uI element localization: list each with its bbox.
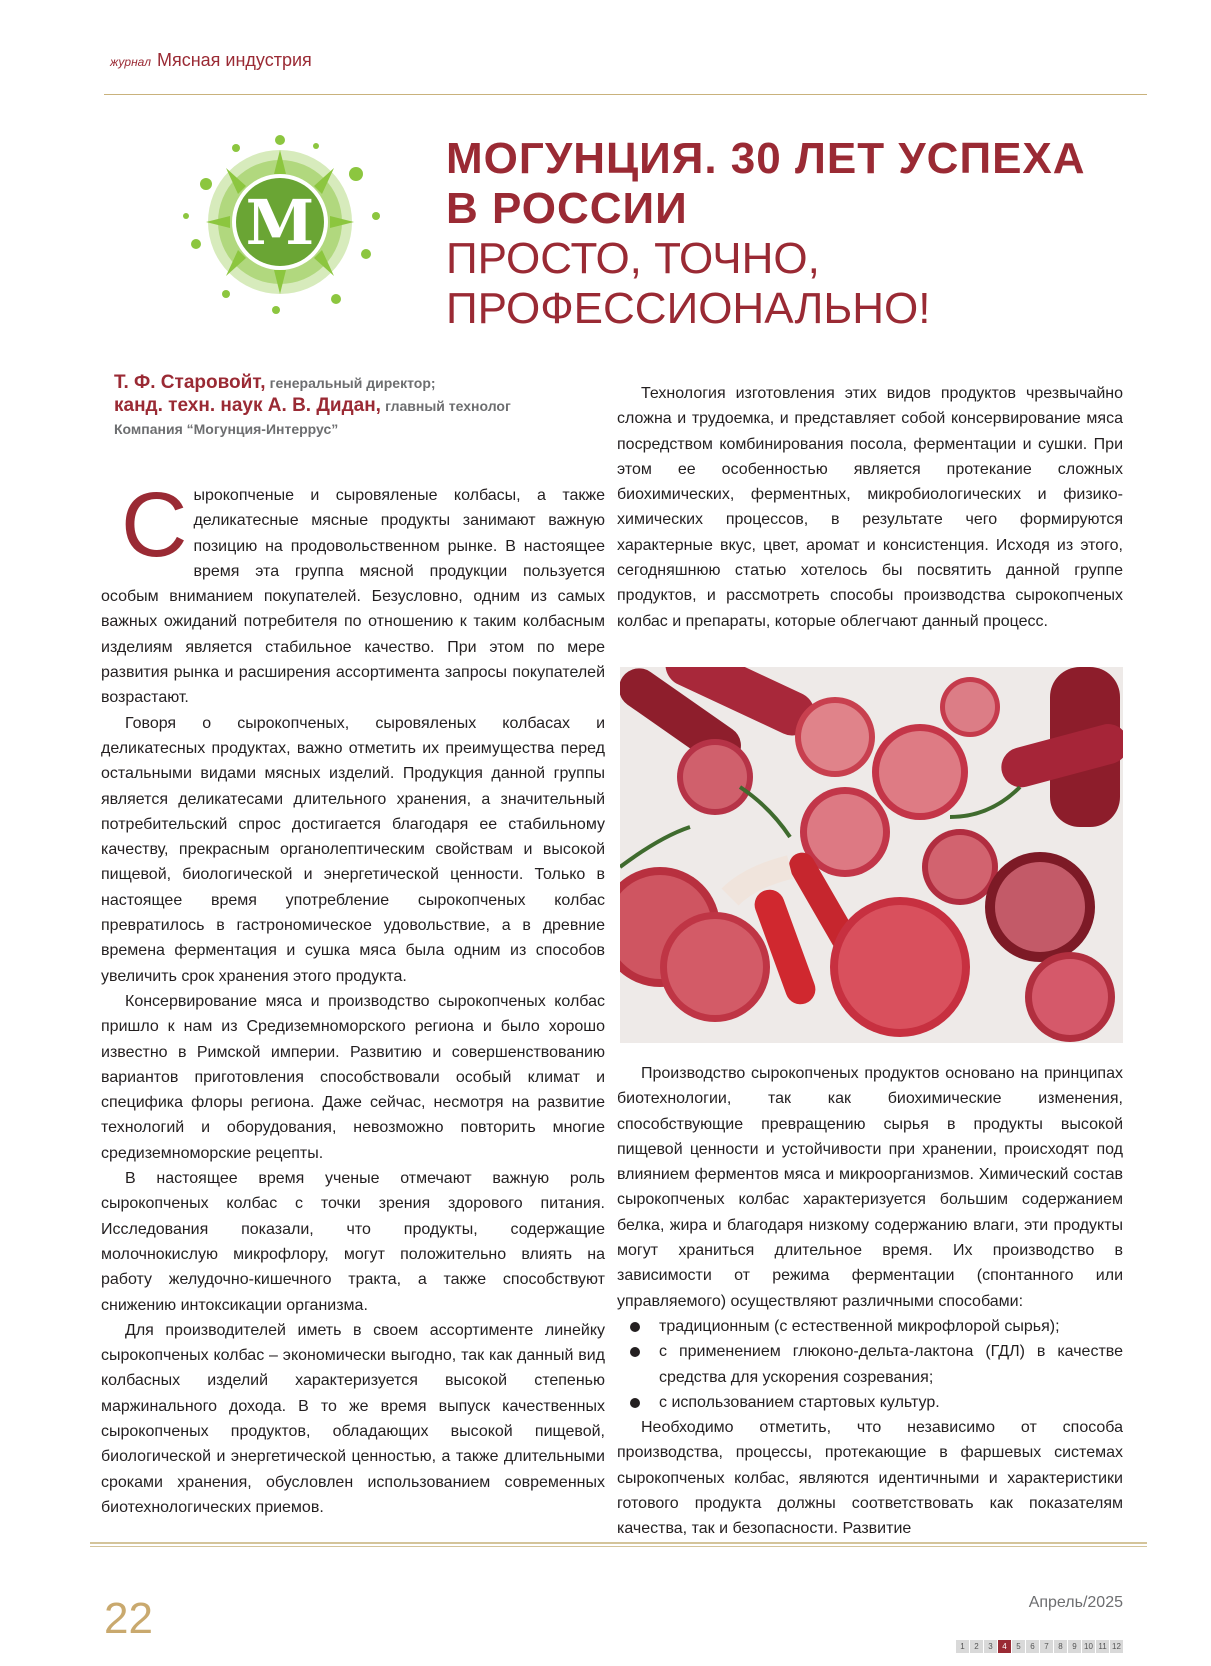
- salami-image-icon: [620, 667, 1123, 1043]
- journal-header: [110, 50, 312, 71]
- month-index: [956, 1640, 1123, 1653]
- header-divider: [104, 94, 1147, 95]
- author-2-role: главный технолог: [385, 398, 511, 414]
- green-splash-logo-icon: [166, 124, 394, 320]
- month-box: 10: [1082, 1640, 1095, 1653]
- month-box: 5: [1012, 1640, 1025, 1653]
- journal-prefix: журнал: [110, 55, 151, 69]
- month-box: 11: [1096, 1640, 1109, 1653]
- article-title: [446, 134, 1166, 334]
- paragraph-text: ырокопченые и сыровяленые колбасы, а также деликатесные мясные продукты занимают важную позицию на продовольственном рынке. В настоящее время эта группа мясной продукции пользуется особым вниманием покупателей. Безусловно, одним из самых важных ожиданий потребителя по отношению к таким колбасным изделиям является стабильное качество. При этом по мере развития рынка и расширения ассортимента запросы покупателей возрастают.: [101, 487, 605, 707]
- paragraph: Необходимо отметить, что независимо от способа производства, процессы, протекающие в фаршевых системах сырокопченых колбас, являются идентичными и характеристики готового продукта должны соответствовать как показателям качества, так и безопасности. Развитие: [617, 1419, 1123, 1538]
- month-box: 3: [984, 1640, 997, 1653]
- author-1-name: Т. Ф. Старовойт,: [114, 372, 266, 393]
- title-line-1: МОГУНЦИЯ. 30 ЛЕТ УСПЕХА: [446, 134, 1086, 183]
- right-column-top: [617, 381, 1123, 634]
- paragraph: В настоящее время ученые отмечают важную роль сырокопченых колбас с точки зрения здорового питания. Исследования показали, что продукты, содержащие молочнокислую микрофлору, могут положительно влиять на работу желудочно-кишечного тракта, а также способствуют снижению интоксикации организма.: [101, 1170, 605, 1314]
- month-box: 6: [1026, 1640, 1039, 1653]
- list-item-text: с использованием стартовых культур.: [659, 1393, 940, 1411]
- drop-cap: С: [121, 474, 188, 576]
- list-item: [617, 1390, 1123, 1415]
- subtitle-line-1: ПРОСТО, ТОЧНО,: [446, 234, 820, 283]
- bullet-icon: [630, 1398, 640, 1408]
- month-box: 8: [1054, 1640, 1067, 1653]
- list-item-text: с применением глюконо-дельта-лактона (ГДЛ) в качестве средства для ускорения созревания;: [659, 1343, 1123, 1386]
- list-item: [617, 1339, 1123, 1390]
- paragraph: Производство сырокопченых продуктов основано на принципах биотехнологии, так как биохимические изменения, способствующие превращению сырья в продукты высокой пищевой ценности и устойчивости при хранении, происходят под влиянием ферментов мяса и микроорганизмов. Химический состав сырокопченых колбас характеризуется большим содержанием белка, жира и благодаря низкому содержанию влаги, эти продукты могут храниться длительное время. Их производство в зависимости от режима ферментации (спонтанного или управляемого) осуществляют различными способами:: [617, 1065, 1123, 1310]
- author-company: Компания “Могунция-Интеррус”: [114, 421, 339, 437]
- footer-divider-thin: [90, 1546, 1147, 1547]
- month-box: 2: [970, 1640, 983, 1653]
- title-line-2: В РОССИИ: [446, 184, 688, 233]
- paragraph: [101, 474, 605, 711]
- bullet-icon: [630, 1347, 640, 1357]
- month-box: 7: [1040, 1640, 1053, 1653]
- issue-date: Апрель/2025: [1028, 1594, 1123, 1611]
- list-item: [617, 1314, 1123, 1339]
- logo-letter: M: [245, 186, 315, 259]
- right-column-bottom: [617, 1061, 1123, 1542]
- month-box-active: 4: [998, 1640, 1011, 1653]
- production-methods-list: [617, 1314, 1123, 1415]
- author-2-name: канд. техн. наук А. В. Дидан,: [114, 395, 381, 416]
- subtitle-line-2: ПРОФЕССИОНАЛЬНО!: [446, 284, 931, 333]
- month-box: 12: [1110, 1640, 1123, 1653]
- mogunzia-logo: [166, 124, 394, 320]
- bullet-icon: [630, 1322, 640, 1332]
- authors-block: [114, 372, 614, 440]
- footer-divider: [90, 1542, 1147, 1544]
- author-1-role: генеральный директор;: [269, 375, 436, 391]
- paragraph: Технология изготовления этих видов продуктов чрезвычайно сложна и трудоемка, и представляет собой консервирование мяса посредством комбинирования посола, ферментации и сушки. При этом ее особенностью является протекание сложных биохимических, ферментных, микробиологических и физико-химических процессов, в результате чего формируются характерные вкус, цвет, аромат и консистенция. Исходя из этого, сегодняшнюю статью хотелось бы посвятить данной группе продуктов, и рассмотреть способы производства сырокопченых колбас и препараты, которые облегчают данный процесс.: [617, 385, 1123, 630]
- paragraph: Консервирование мяса и производство сырокопченых колбас пришло к нам из Средиземноморского региона и было хорошо известно в Римской империи. Развитию и совершенствованию вариантов приготовления способствовали особый климат и специфика флоры региона. Даже сейчас, несмотря на развитие технологий и оборудования, невозможно повторить многие средиземноморские рецепты.: [101, 992, 605, 1162]
- page-number: 22: [104, 1594, 153, 1643]
- list-item-text: традиционным (с естественной микрофлорой сырья);: [659, 1317, 1060, 1335]
- paragraph: Для производителей иметь в своем ассортименте линейку сырокопченых колбас – экономически выгодно, так как данный вид колбасных изделий характеризуется высокой степенью маржинального дохода. В то же время выпуск качественных сырокопченых продуктов, обладающих высокой пищевой, биологической и энергетической ценностью, а также длительными сроками хранения, обусловлен использованием современных биотехнологических приемов.: [101, 1321, 605, 1516]
- journal-name: Мясная индустрия: [156, 50, 312, 70]
- salami-photo: [620, 667, 1123, 1043]
- month-box: 1: [956, 1640, 969, 1653]
- left-column: [101, 474, 605, 1520]
- paragraph: Говоря о сырокопченых, сыровяленых колбасах и деликатесных продуктах, важно отметить их преимущества перед остальными видами мясных изделий. Продукция данной группы является деликатесами длительного хранения, а значительный потребительский спрос достигается благодаря ее стабильному качеству, прекрасным органолептическим свойствам и высокой пищевой, биологической и энергетической ценности. Только в настоящее время употребление сырокопченых колбас превратилось в гастрономическое удовольствие, а в древние времена ферментация и сушка мяса была одним из способов увеличить срок хранения этого продукта.: [101, 714, 605, 985]
- month-box: 9: [1068, 1640, 1081, 1653]
